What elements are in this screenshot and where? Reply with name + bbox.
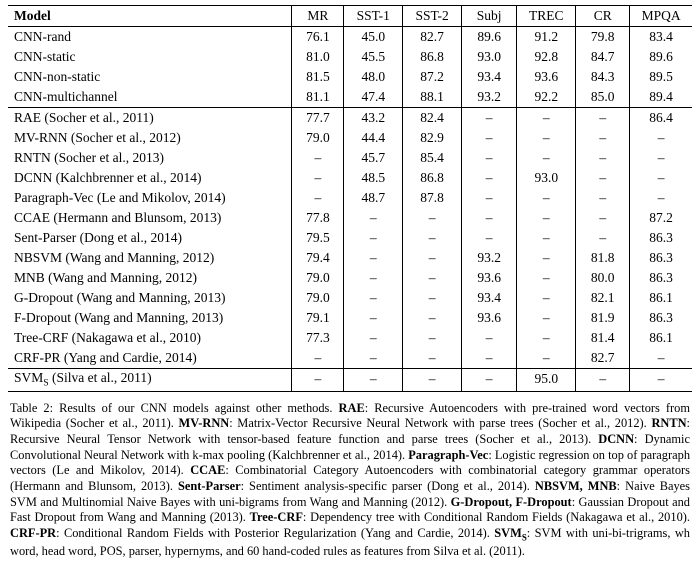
table-row	[8, 308, 692, 328]
score-cell: –	[403, 288, 462, 308]
score-cell: 84.3	[576, 67, 630, 87]
caption-segment: MV-RNN	[178, 416, 230, 431]
score-cell: 93.4	[461, 288, 516, 308]
score-cell: –	[403, 208, 462, 228]
column-header-sst-1: SST-1	[344, 6, 403, 27]
table-row	[8, 328, 692, 348]
caption-segment: : Recursive Neural Tensor Network with tensor-based feature function and parse trees (Socher et al., 2013).	[10, 416, 690, 447]
caption-segment: SVM	[494, 525, 522, 540]
score-cell: –	[461, 188, 516, 208]
caption-segment: : Naive Bayes SVM and Multinomial Naive Bayes with uni-bigrams from Wang and Manning (2012).	[10, 478, 690, 509]
score-cell: 89.5	[630, 67, 692, 87]
column-header-model: Model	[14, 7, 51, 23]
model-name-cell: Tree-CRF (Nakagawa et al., 2010)	[14, 329, 201, 345]
score-cell: 79.0	[292, 268, 344, 288]
model-name-cell: Sent-Parser (Dong et al., 2014)	[14, 229, 182, 245]
score-cell: 79.0	[292, 288, 344, 308]
score-cell: 92.8	[517, 47, 576, 67]
model-name-cell: RAE (Socher et al., 2011)	[14, 109, 154, 125]
score-cell: 86.1	[630, 288, 692, 308]
score-cell: –	[292, 148, 344, 168]
score-cell: 43.2	[344, 108, 403, 129]
score-cell: 86.3	[630, 228, 692, 248]
score-cell: 77.3	[292, 328, 344, 348]
score-cell: 82.4	[403, 108, 462, 129]
score-cell: –	[403, 308, 462, 328]
caption-segment: : Sentiment analysis-specific parser (Dong et al., 2014).	[240, 478, 535, 493]
score-cell: 87.2	[630, 208, 692, 228]
table-row	[8, 228, 692, 248]
score-cell: –	[517, 108, 576, 129]
score-cell: 93.6	[461, 268, 516, 288]
results-table	[8, 5, 692, 392]
table-row	[8, 148, 692, 168]
caption-segment: : Dependency tree with Conditional Random Fields (Nakagawa et al., 2010).	[302, 510, 690, 525]
score-cell: –	[517, 128, 576, 148]
score-cell: –	[403, 348, 462, 369]
table-row	[8, 168, 692, 188]
score-cell: 89.6	[461, 27, 516, 48]
model-name-cell: CNN-non-static	[14, 68, 101, 84]
score-cell: 86.8	[403, 47, 462, 67]
score-cell: –	[461, 228, 516, 248]
score-cell: 86.4	[630, 108, 692, 129]
score-cell: 44.4	[344, 128, 403, 148]
model-name-cell: CNN-multichannel	[14, 88, 118, 104]
score-cell: 93.2	[461, 248, 516, 268]
score-cell: –	[517, 288, 576, 308]
score-cell: 85.4	[403, 148, 462, 168]
score-cell: 87.8	[403, 188, 462, 208]
caption-segment: Tree-CRF	[249, 510, 303, 525]
score-cell: 81.4	[576, 328, 630, 348]
caption-segment: RNTN	[651, 416, 687, 431]
score-cell: 77.7	[292, 108, 344, 129]
table-row	[8, 27, 692, 48]
score-cell: –	[403, 268, 462, 288]
score-cell: 83.4	[630, 27, 692, 48]
caption-segment: Table 2: Results of our CNN models against other methods.	[10, 400, 339, 415]
model-name-cell: CNN-rand	[14, 28, 71, 44]
score-cell: –	[517, 268, 576, 288]
score-cell: 87.2	[403, 67, 462, 87]
score-cell: –	[292, 369, 344, 392]
score-cell: –	[517, 348, 576, 369]
score-cell: 48.5	[344, 168, 403, 188]
score-cell: 48.7	[344, 188, 403, 208]
score-cell: 93.0	[517, 168, 576, 188]
caption-segment: Sent-Parser	[177, 478, 241, 493]
table-row	[8, 67, 692, 87]
score-cell: –	[517, 228, 576, 248]
score-cell: –	[461, 208, 516, 228]
score-cell: 79.8	[576, 27, 630, 48]
score-cell: 92.2	[517, 87, 576, 108]
score-cell: –	[630, 369, 692, 392]
caption-segment: : Combinatorial Category Autoencoders with combinatorial category grammar operators (Hermann and Blunsom, 2013).	[10, 463, 690, 493]
score-cell: –	[344, 328, 403, 348]
caption-segment: CRF-PR	[10, 525, 57, 540]
table-row	[8, 248, 692, 268]
results-table-body	[8, 27, 692, 392]
table-row	[8, 268, 692, 288]
caption-segment: RAE	[338, 400, 365, 415]
table-row	[8, 348, 692, 369]
score-cell: 81.1	[292, 87, 344, 108]
score-cell: 82.1	[576, 288, 630, 308]
score-cell: 82.7	[403, 27, 462, 48]
score-cell: 45.0	[344, 27, 403, 48]
score-cell: 86.3	[630, 248, 692, 268]
model-name-cell: G-Dropout (Wang and Manning, 2013)	[14, 289, 226, 305]
score-cell: –	[461, 328, 516, 348]
score-cell: –	[403, 328, 462, 348]
column-header-subj: Subj	[461, 6, 516, 27]
column-header-trec: TREC	[517, 6, 576, 27]
score-cell: –	[292, 168, 344, 188]
score-cell: 79.5	[292, 228, 344, 248]
table-row	[8, 87, 692, 108]
caption-segment: : Matrix-Vector Recursive Neural Network with parse trees (Socher et al., 2012).	[229, 416, 652, 431]
score-cell: 48.0	[344, 67, 403, 87]
score-cell: –	[344, 228, 403, 248]
score-cell: –	[576, 128, 630, 148]
score-cell: –	[517, 248, 576, 268]
score-cell: –	[576, 108, 630, 129]
score-cell: 93.6	[461, 308, 516, 328]
table-row	[8, 47, 692, 67]
score-cell: 93.0	[461, 47, 516, 67]
model-name-cell: CNN-static	[14, 48, 76, 64]
model-name-cell: MNB (Wang and Manning, 2012)	[14, 269, 198, 285]
table-row	[8, 208, 692, 228]
model-name-cell: $SVM_S$ (Silva et al., 2011)	[14, 370, 152, 389]
score-cell: –	[630, 168, 692, 188]
score-cell: 82.7	[576, 348, 630, 369]
score-cell: 89.4	[630, 87, 692, 108]
score-cell: 81.0	[292, 47, 344, 67]
model-name-cell: Paragraph-Vec (Le and Mikolov, 2014)	[14, 189, 226, 205]
score-cell: 82.9	[403, 128, 462, 148]
table-row	[8, 188, 692, 208]
score-cell: –	[517, 148, 576, 168]
score-cell: 93.2	[461, 87, 516, 108]
caption-segment: : Dynamic Convolutional Neural Network with k-max pooling (Kalchbrenner et al., 2014).	[10, 432, 690, 462]
column-header-mr: MR	[292, 6, 344, 27]
score-cell: –	[344, 248, 403, 268]
score-cell: –	[576, 208, 630, 228]
column-header-cr: CR	[576, 6, 630, 27]
score-cell: –	[576, 369, 630, 392]
score-cell: –	[576, 148, 630, 168]
score-cell: –	[461, 369, 516, 392]
score-cell: –	[344, 308, 403, 328]
model-name-cell: DCNN (Kalchbrenner et al., 2014)	[14, 169, 202, 185]
caption-segment: NBSVM, MNB	[534, 478, 617, 493]
score-cell: –	[461, 128, 516, 148]
model-name-cell: MV-RNN (Socher et al., 2012)	[14, 129, 181, 145]
score-cell: –	[344, 208, 403, 228]
caption-segment: S	[521, 532, 527, 543]
score-cell: –	[344, 348, 403, 369]
caption-segment: : Recursive Autoencoders with pre-trained word vectors from Wikipedia (Socher et al., 2011).	[10, 400, 690, 431]
model-name-cell: CCAE (Hermann and Blunsom, 2013)	[14, 209, 222, 225]
score-cell: 85.0	[576, 87, 630, 108]
score-cell: 95.0	[517, 369, 576, 392]
score-cell: 79.4	[292, 248, 344, 268]
score-cell: –	[630, 148, 692, 168]
model-name-cell: F-Dropout (Wang and Manning, 2013)	[14, 309, 224, 325]
caption-segment: CCAE	[190, 463, 226, 478]
caption-segment: : Logistic regression on top of paragraph vectors (Le and Mikolov, 2014).	[10, 447, 691, 478]
score-cell: –	[517, 308, 576, 328]
score-cell: 93.4	[461, 67, 516, 87]
score-cell: 88.1	[403, 87, 462, 108]
score-cell: –	[344, 288, 403, 308]
score-cell: –	[344, 369, 403, 392]
score-cell: –	[292, 188, 344, 208]
score-cell: –	[461, 348, 516, 369]
score-cell: –	[576, 188, 630, 208]
score-cell: 86.3	[630, 268, 692, 288]
score-cell: –	[344, 268, 403, 288]
column-header-sst-2: SST-2	[403, 6, 462, 27]
table-row	[8, 369, 692, 392]
score-cell: 91.2	[517, 27, 576, 48]
score-cell: –	[517, 208, 576, 228]
score-cell: –	[517, 188, 576, 208]
score-cell: 86.8	[403, 168, 462, 188]
score-cell: 76.1	[292, 27, 344, 48]
model-name-cell: NBSVM (Wang and Manning, 2012)	[14, 249, 215, 265]
caption-segment: Paragraph-Vec	[408, 447, 489, 462]
score-cell: 81.8	[576, 248, 630, 268]
caption-segment: DCNN	[598, 432, 635, 447]
score-cell: 47.4	[344, 87, 403, 108]
table-header-row	[8, 6, 692, 27]
score-cell: –	[461, 108, 516, 129]
score-cell: 45.7	[344, 148, 403, 168]
score-cell: –	[630, 128, 692, 148]
score-cell: –	[292, 348, 344, 369]
score-cell: 79.0	[292, 128, 344, 148]
score-cell: –	[630, 348, 692, 369]
table-row	[8, 288, 692, 308]
caption-segment: : Gaussian Dropout and Fast Dropout from Wang and Manning (2013).	[10, 494, 691, 525]
score-cell: 89.6	[630, 47, 692, 67]
score-cell: 45.5	[344, 47, 403, 67]
table-row	[8, 108, 692, 129]
score-cell: 84.7	[576, 47, 630, 67]
score-cell: –	[403, 248, 462, 268]
score-cell: 81.9	[576, 308, 630, 328]
model-name-cell: CRF-PR (Yang and Cardie, 2014)	[14, 349, 197, 365]
score-cell: –	[576, 228, 630, 248]
score-cell: 79.1	[292, 308, 344, 328]
score-cell: 86.3	[630, 308, 692, 328]
table-row	[8, 128, 692, 148]
table-caption	[10, 401, 690, 559]
score-cell: –	[461, 148, 516, 168]
column-header-mpqa: MPQA	[630, 6, 692, 27]
score-cell: 80.0	[576, 268, 630, 288]
score-cell: 77.8	[292, 208, 344, 228]
score-cell: –	[576, 168, 630, 188]
model-name-cell: RNTN (Socher et al., 2013)	[14, 149, 164, 165]
score-cell: –	[517, 328, 576, 348]
score-cell: 93.6	[517, 67, 576, 87]
caption-segment: : Conditional Random Fields with Posterior Regularization (Yang and Cardie, 2014).	[56, 525, 495, 540]
score-cell: –	[403, 228, 462, 248]
score-cell: 86.1	[630, 328, 692, 348]
score-cell: –	[630, 188, 692, 208]
score-cell: 81.5	[292, 67, 344, 87]
score-cell: –	[403, 369, 462, 392]
caption-segment: G-Dropout, F-Dropout	[450, 494, 572, 509]
caption-segment: : SVM with uni-bi-trigrams, wh word, head word, POS, parser, hypernyms, and 60 hand-coded rules as features from Silva et al. (2011).	[10, 525, 690, 558]
score-cell: –	[461, 168, 516, 188]
